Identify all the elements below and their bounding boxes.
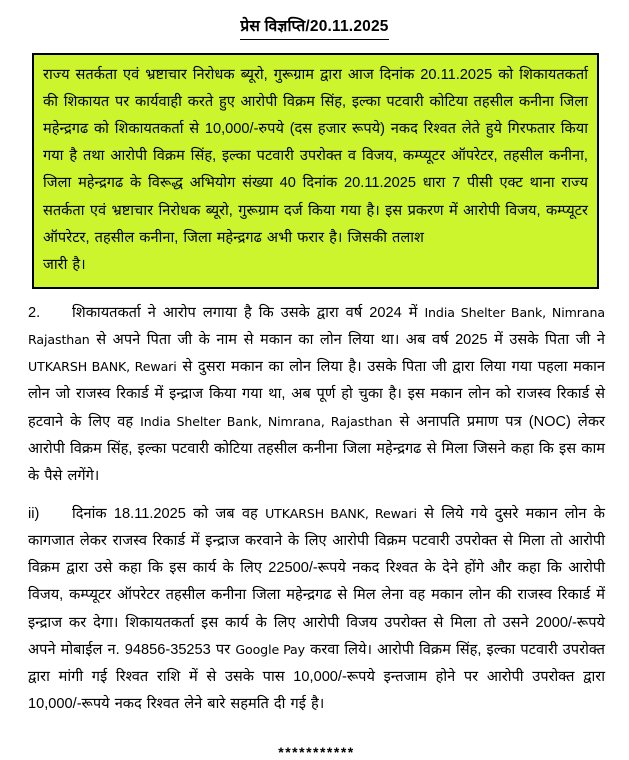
paragraph-2-segment-4: से अनापति प्रमाण पत्र (NOC) लेकर आरोपी विक्रम सिंह, इल्का पटवारी कोटिया तहसील कनीना जिला महेन्द्रगढ से मिला जिसने कहा कि इस काम के पैसे लगेंगे। [28, 413, 606, 484]
paragraph-2-marker: 2. [28, 305, 41, 322]
paragraph-2-bank-name-2: UTKARSH BANK, Rewari [28, 359, 177, 375]
paragraph-2-segment-2: से अपने पिता जी के नाम से मकान का लोन लिया था। अब वर्ष 2025 में उसके पिता जी ने [89, 332, 605, 349]
highlighted-summary-box [32, 53, 599, 289]
highlight-box-paragraph: राज्य सतर्कता एवं भ्रष्टाचार निरोधक ब्यूरो, गुरूग्राम द्वारा आज दिनांक 20.11.2025 को शिकायतकर्ता की शिकायत पर कार्यवाही करते हुए आरोपी विक्रम सिंह, इल्का पटवारी कोटिया तहसील कनीना जिला महेन्द्रगढ को शिकायतकर्ता से 10,000/-रुपये (दस हजार रूपये) नकद रिश्वत लेते हुये गिरफतार किया गया है तथा आरोपी विक्रम सिंह, इल्का पटवारी उपरोक्त व विजय, कम्प्यूटर ऑपरेटर, तहसील कनीना, जिला महेन्द्रगढ के विरूद्ध अभियोग संख्या 40 दिनांक 20.11.2025 धारा 7 पीसी एक्ट थाना राज्य सतर्कता एवं भ्रष्टाचार निरोधक ब्यूरो, गुरूग्राम दर्ज किया गया है। इस प्रकरण में आरोपी विजय, कम्प्यूटर ऑपरेटर, तहसील कनीना, जिला महेन्द्रगढ अभी फरार है। जिसकी तलाश [43, 66, 588, 246]
highlight-box-last-line: जारी है। [43, 256, 86, 273]
paragraph-ii-segment-1: दिनांक 18.11.2025 को जब वह [72, 506, 266, 523]
paragraph-2 [28, 300, 605, 490]
paragraph-ii-marker: ii) [28, 506, 40, 523]
body-content [28, 300, 605, 760]
paragraph-2-bank-name-3: India Shelter Bank, Nimrana, Rajasthan [140, 413, 393, 429]
paragraph-ii-segment-2: से लिये गये दुसरे मकान लोन के कागजात लेकर राजस्व रिकार्ड में इन्द्राज करवाने के लिए आरोपी विक्रम पटवारी उपरोक्त से मिला तो आरोपी विक्रम द्वारा उसे कहा कि इस कार्य के लिए 22500/-रूपये नकद रिश्वत के देने होंगे और कहा कि आरोपी विजय, कम्प्यूटर ऑपरेटर तहसील कनीना जिला महेन्द्रगढ से मिल लेना वह मकान लोन की राजस्व रिकार्ड में इन्द्राज कर देगा। शिकायतकर्ता इस कार्य के लिए आरोपी विजय उपरोक्त से मिला तो उसने 2000/-रूपये अपने मोबाईल न. 94856-35253 पर [28, 506, 606, 658]
paragraph-2-segment-1: शिकायतकर्ता ने आरोप लगाया है कि उसके द्वारा वर्ष 2024 में [72, 305, 425, 322]
paragraph-ii-bank-name-1: UTKARSH BANK, Rewari [265, 506, 417, 522]
paragraph-2-segment-3: से दुसरा मकान का लोन लिया है। उसके पिता जी द्वारा लिया गया पहला मकान लोन जो राजस्व रिकार्ड में इन्द्राज किया गया था, अब पूर्ण हो चुका है। इस मकान लोन को राजस्व रिकार्ड से हटवाने के लिए वह [28, 359, 605, 430]
paragraph-ii [28, 501, 605, 718]
footer-asterisk-divider: *********** [278, 744, 355, 760]
page-title: प्रेस विज्ञप्ति/20.11.2025 [240, 17, 388, 40]
paragraph-2-bank-name-1: India Shelter Bank, Nimrana Rajasthan [28, 305, 605, 348]
paragraph-ii-segment-3: करवा लिये। आरोपी विक्रम सिंह, इल्का पटवारी उपरोक्त द्वारा मांगी गई रिश्वत राशि में से उसके पास 10,000/-रूपये इन्तजाम होने पर आरोपी उपरोक्त द्वारा 10,000/-रूपये नकद रिश्वत लेने बारे सहमति दी गई है। [28, 641, 605, 713]
page-title-container [0, 0, 629, 45]
paragraph-ii-payment-method: Google Pay [235, 641, 305, 657]
